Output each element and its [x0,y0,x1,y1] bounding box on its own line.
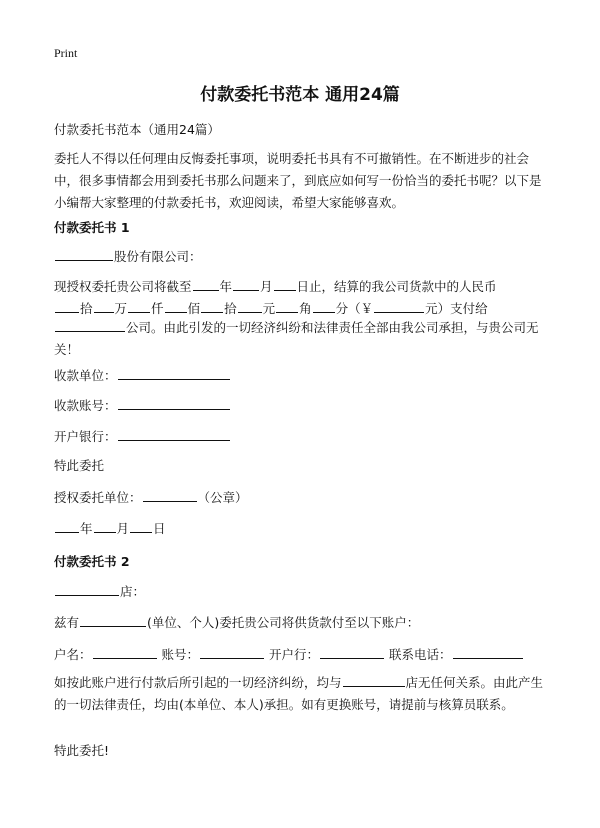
letter2-here [54,614,419,631]
blank-line [453,646,523,659]
payee-unit-blank [118,367,230,380]
authorizer-row [54,489,248,506]
letter2-paragraph [54,672,550,716]
text: 万 [114,301,128,316]
blank-line [94,520,116,533]
blank-line [201,300,223,313]
document-subtitle: 付款委托书范本（通用24篇） [54,122,220,137]
bank-label: 开户行： [269,647,320,662]
text: 元 [262,301,276,316]
blank-line [374,300,424,313]
blank-line [200,646,264,659]
letter1-line2 [54,300,488,317]
payee-account-label: 收款账号： [54,398,117,413]
blank-line [94,300,114,313]
authorizer-label: 授权委托单位： [54,490,142,505]
payee-unit-label: 收款单位： [54,368,117,383]
document-title: 付款委托书范本 通用24篇 [200,85,400,105]
letter1-special: 特此委托 [54,458,105,473]
intro-paragraph: 委托人不得以任何理由反悔委托事项，说明委托书具有不可撤销性。在不断进步的社会中，很多事情都会用到委托书那么问题来了，到底应如何写一份恰当的委托书呢？以下是小编帮大家整理的付款委托书，欢迎阅读，希望大家能够喜欢。 [54,151,542,210]
text: 拾 [224,301,237,316]
blank-line [313,300,335,313]
blank-line [128,300,150,313]
letter2-account-row [54,646,524,663]
blank-line [55,248,113,261]
account-name-label: 户名： [54,647,92,662]
blank-line [238,300,262,313]
text: (单位、个人)委托贵公司将供货款付至以下账户： [147,615,420,630]
text: 店无任何关系。由此产生的一切法律责任，均由(本单位、本人)承担。如有更换账号，请提前与核算员联系。 [54,675,544,712]
text: 年 [219,279,233,294]
text: 月 [116,521,130,536]
blank-line [276,300,298,313]
letter2-store [54,583,145,600]
bank-row [54,428,231,445]
blank-line [55,520,79,533]
blank-line [55,300,79,313]
blank-line [233,278,259,291]
text: 角 [299,301,312,316]
text: 日止，结算的我公司货款中的人民币 [296,279,497,294]
payee-account-row [54,397,231,414]
letter2-special: 特此委托! [54,743,110,758]
letter2-heading: 付款委托书 2 [54,554,130,569]
letter1-addressee [54,248,202,265]
bank-blank [118,428,230,441]
payee-unit-row [54,367,231,384]
text: 现授权委托贵公司将截至 [54,279,192,294]
text: 拾 [80,301,93,316]
blank-line [93,646,157,659]
letter1-line1 [54,278,497,295]
text: 年 [80,521,93,536]
text: 月 [260,279,273,294]
company-suffix: 股份有限公司： [114,249,202,264]
letter1-line3 [54,317,550,361]
bank-label: 开户银行： [54,429,117,444]
text: 仟 [151,301,164,316]
phone-label: 联系电话： [389,647,452,662]
account-no-label: 账号： [161,647,200,662]
blank-line [55,319,125,332]
blank-line [193,278,219,291]
text: 如按此账户进行付款后所引起的一切经济纠纷，均与 [54,675,342,690]
blank-line [343,674,405,687]
payee-account-blank [118,397,230,410]
text: 公司。由此引发的一切经济纠纷和法律责任全部由我公司承担，与贵公司无关！ [54,320,539,357]
seal-label: （公章） [197,490,248,505]
blank-line [165,300,187,313]
text: 兹有 [54,615,80,630]
print-label: Print [54,46,78,60]
blank-line [320,646,384,659]
blank-line [55,583,119,596]
text: 日 [153,521,166,536]
letter1-heading: 付款委托书 1 [54,220,130,235]
blank-line [80,614,146,627]
authorizer-blank [143,489,197,502]
letter1-date-row [54,520,166,537]
text: 分（￥ [335,301,374,316]
blank-line [274,278,296,291]
text: 店： [120,584,146,599]
blank-line [130,520,152,533]
text: 元）支付给 [425,301,488,316]
text: 佰 [187,301,201,316]
